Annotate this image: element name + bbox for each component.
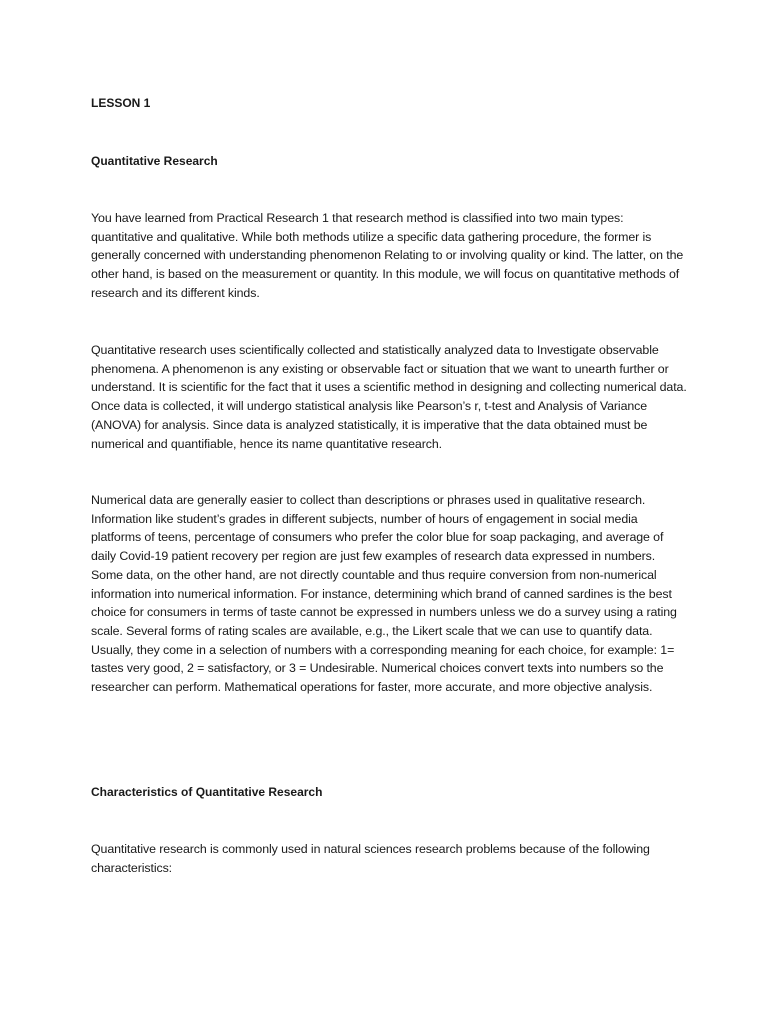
numerical-data-paragraph: Numerical data are generally easier to collect than descriptions or phrases used in qualitative research. Information like student’s grades in different subjects, number of hours of engagement in social media platforms of teens, percentage of consumers who prefer the color blue for soap packaging, and average of daily Covid-19 patient recovery per region are just few examples of research data expressed in numbers. Some data, on the other hand, are not directly countable and thus require conversion from non-numerical information into numerical information. For instance, determining which brand of canned sardines is the best choice for consumers in terms of taste cannot be expressed in numbers unless we do a survey using a rating scale. Several forms of rating scales are available, e.g., the Likert scale that we can use to quantify data. Usually, they come in a selection of numbers with a corresponding meaning for each choice, for example: 1= tastes very good, 2 = satisfactory, or 3 = Undesirable. Numerical choices convert texts into numbers so the researcher can perform. Mathematical operations for faster, more accurate, and more objective analysis. [91, 493, 677, 695]
subsection-title: Characteristics of Quantitative Research [91, 785, 323, 799]
intro-paragraph: You have learned from Practical Research 1 that research method is classified into two main types: quantitative and qualitative. While both methods utilize a specific data gathering procedure, the former is generally concerned with understanding phenomenon Relating to or involving quality or kind. The latter, on the other hand, is based on the measurement or quantity. In this module, we will focus on quantitative methods of research and its different kinds. [91, 211, 684, 300]
lesson-label: LESSON 1 [91, 96, 151, 110]
section-title: Quantitative Research [91, 154, 218, 168]
definition-paragraph: Quantitative research uses scientifically collected and statistically analyzed data to Investigate observable phenomena. A phenomenon is any existing or observable fact or situation that we want to unearth further or understand. It is scientific for the fact that it uses a scientific method in designing and collecting numerical data. Once data is collected, it will undergo statistical analysis like Pearson’s r, t-test and Analysis of Variance (ANOVA) for analysis. Since data is analyzed statistically, it is imperative that the data obtained must be numerical and quantifiable, hence its name quantitative research. [91, 343, 687, 451]
closing-paragraph: Quantitative research is commonly used in natural sciences research problems because of the following characteristics: [91, 842, 650, 875]
